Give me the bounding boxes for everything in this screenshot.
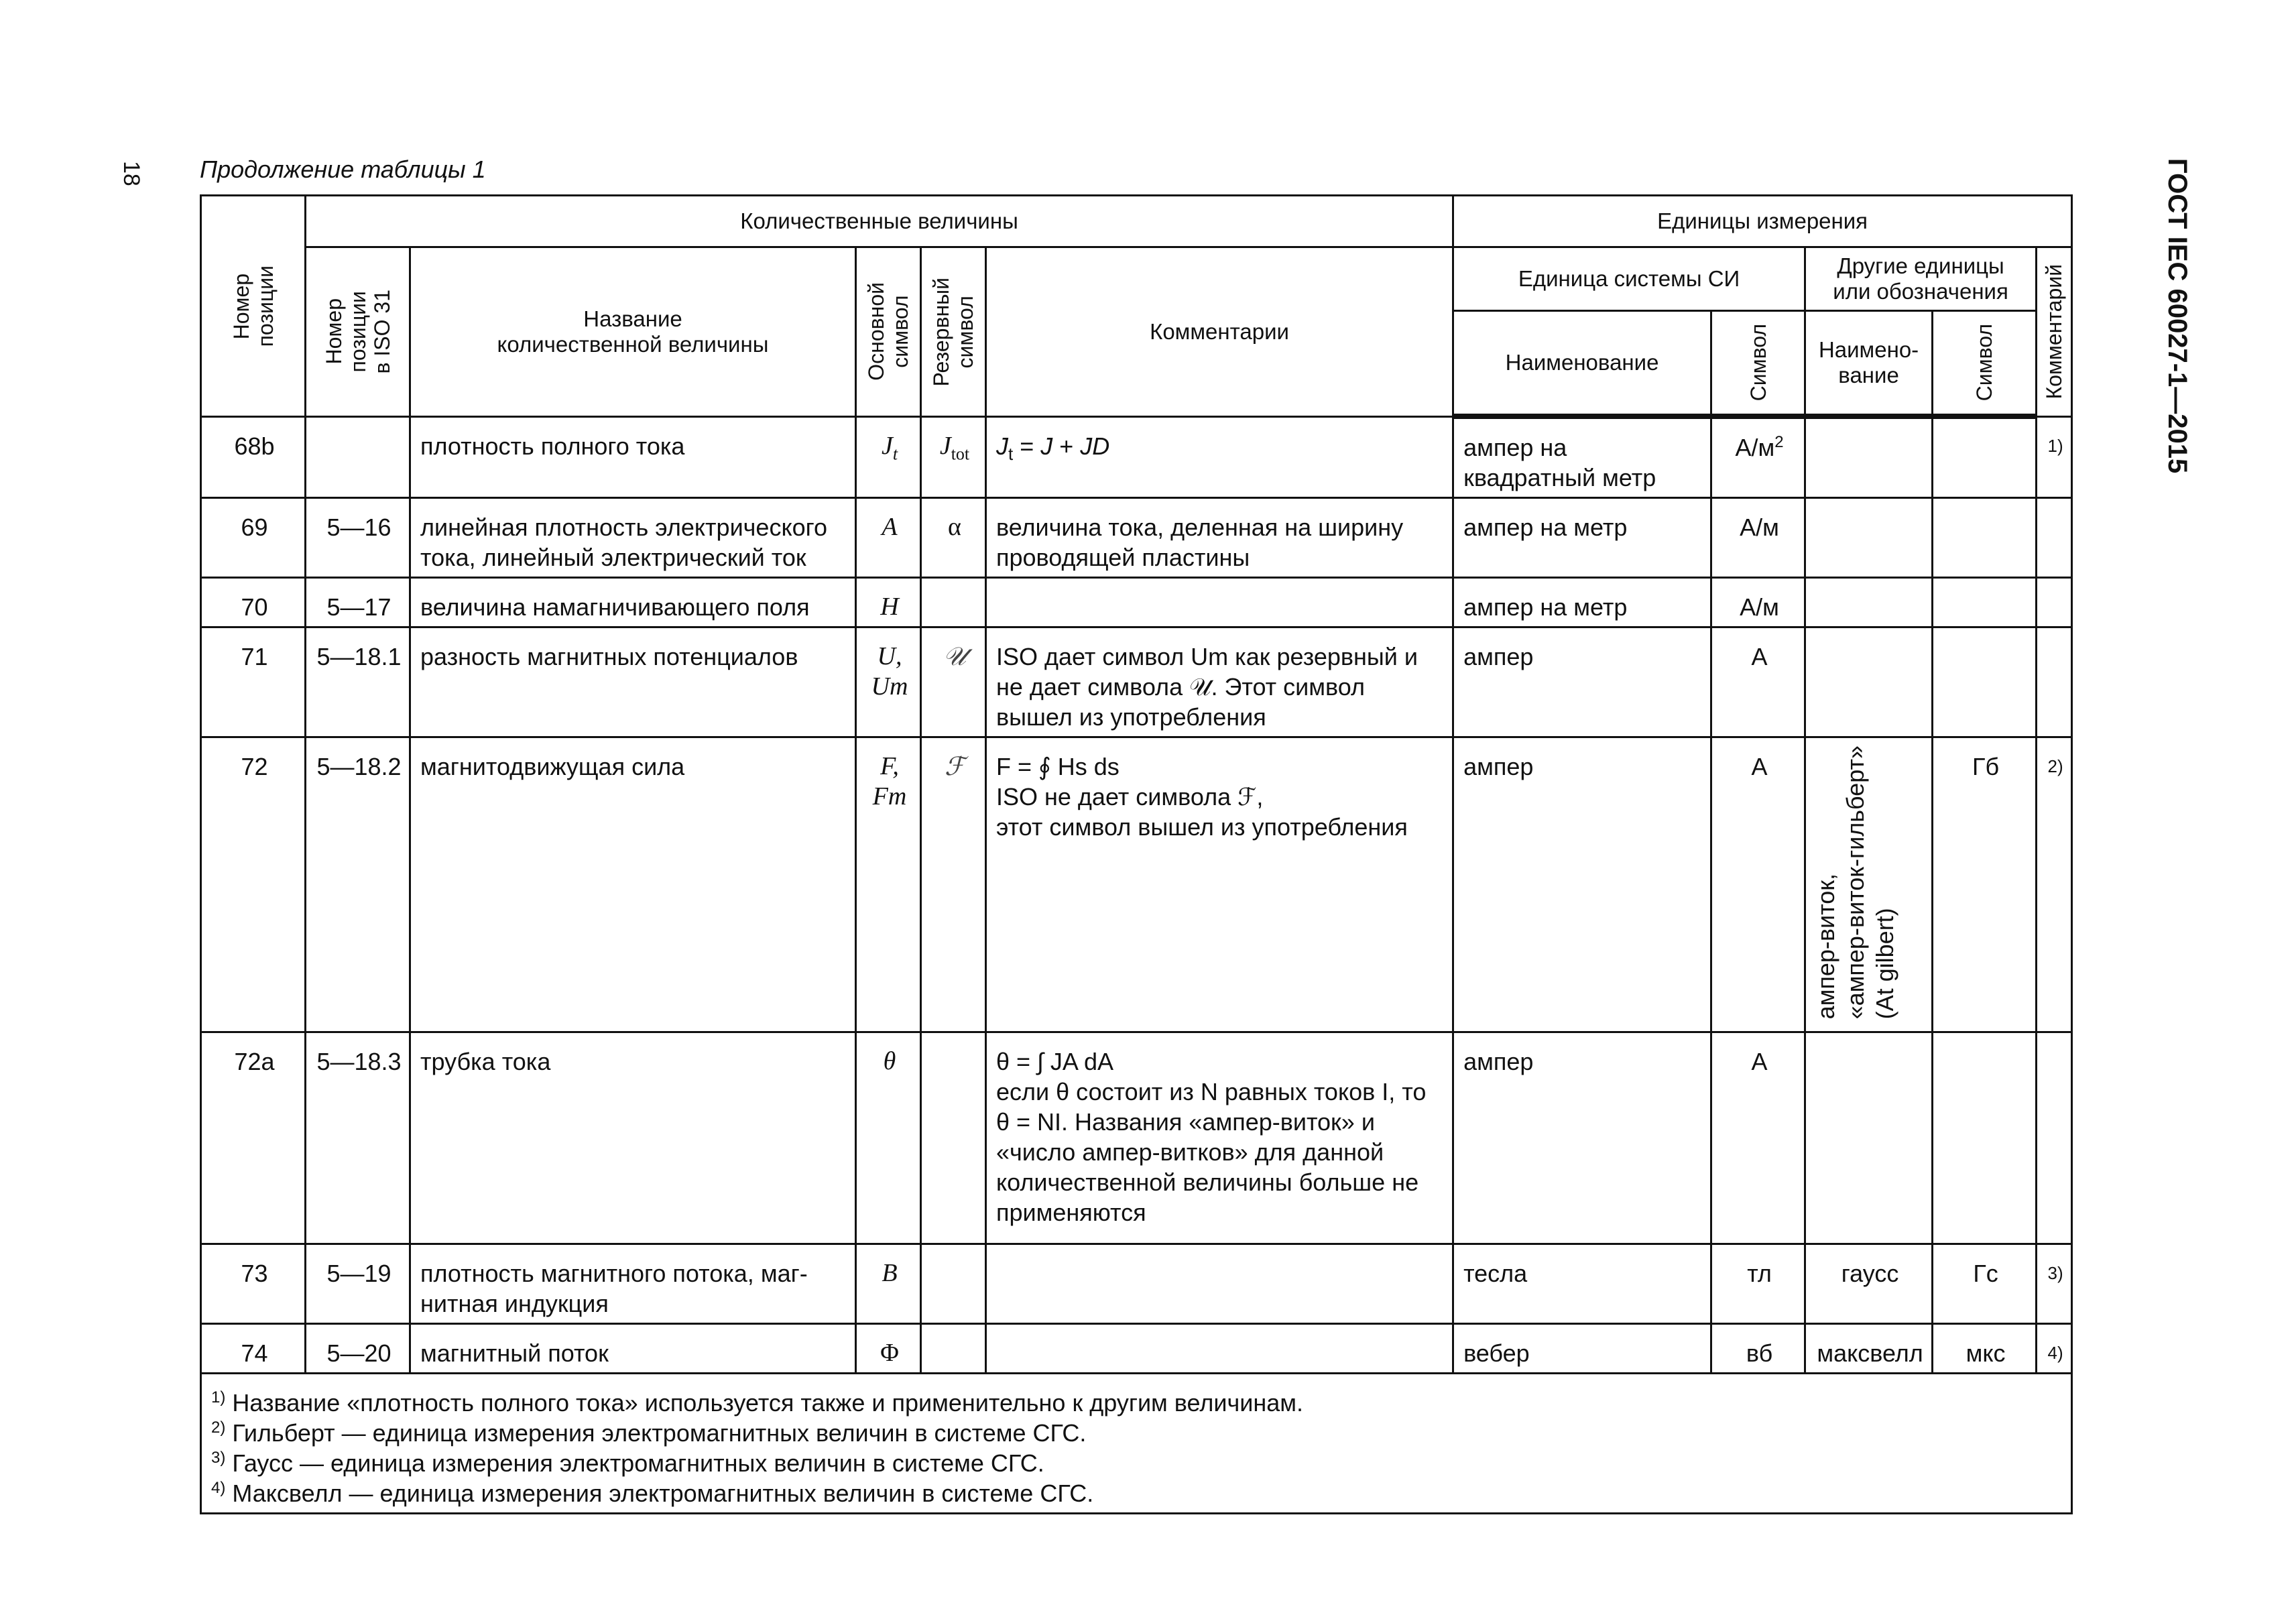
cell-other-name bbox=[1805, 1032, 1933, 1244]
cell-other-symbol bbox=[1933, 498, 2037, 578]
table-row bbox=[201, 737, 2072, 1032]
cell-si-symbol: А bbox=[1711, 737, 1805, 1032]
cell-position: 73 bbox=[201, 1244, 306, 1324]
cell-other-name bbox=[1805, 627, 1933, 737]
cell-reserve-symbol: $J_{tot}$ bbox=[921, 416, 986, 498]
footnote: $^{1)}$ Название «плотность полного тока» используется также и применительно к другим величинам. bbox=[211, 1388, 1303, 1417]
cell-main-symbol: A bbox=[856, 498, 921, 578]
cell-reserve-symbol: α bbox=[921, 498, 986, 578]
cell-si-name: ампер на метр bbox=[1453, 578, 1711, 627]
cell-other-name bbox=[1805, 416, 1933, 498]
cell-position: 72 bbox=[201, 737, 306, 1032]
cell-note: 4) bbox=[2037, 1324, 2072, 1374]
footnotes bbox=[201, 1374, 2072, 1514]
cell-reserve-symbol bbox=[921, 1324, 986, 1374]
cell-other-symbol: Гс bbox=[1933, 1244, 2037, 1324]
cell-iso: 5—19 bbox=[306, 1244, 410, 1324]
cell-comment: $J_t = J$ + JD bbox=[986, 416, 1453, 498]
cell-position: 71 bbox=[201, 627, 306, 737]
cell-main-symbol: H bbox=[856, 578, 921, 627]
cell-comment bbox=[986, 578, 1453, 627]
cell-other-name: максвелл bbox=[1805, 1324, 1933, 1374]
header-other-units: Другие единицы или обозначения bbox=[1805, 247, 2037, 311]
cell-position: 68b bbox=[201, 416, 306, 498]
header-group-quantities: Количественные величины bbox=[306, 196, 1453, 247]
cell-other-name bbox=[1805, 578, 1933, 627]
table-row bbox=[201, 627, 2072, 737]
cell-reserve-symbol: ℱ bbox=[921, 737, 986, 1032]
cell-comment bbox=[986, 1324, 1453, 1374]
cell-name: трубка тока bbox=[410, 1032, 856, 1244]
header-si-symbol: Символ bbox=[1711, 311, 1805, 417]
header-comments: Комментарии bbox=[986, 247, 1453, 417]
cell-iso: 5—18.2 bbox=[306, 737, 410, 1032]
table-row bbox=[201, 1244, 2072, 1324]
cell-main-symbol: Φ bbox=[856, 1324, 921, 1374]
standard-identifier: ГОСТ IEC 60027-1—2015 bbox=[2163, 158, 2192, 474]
header-other-symbol: Символ bbox=[1933, 311, 2037, 417]
cell-iso: 5—20 bbox=[306, 1324, 410, 1374]
footnote: $^{2)}$ Гильберт — единица измерения электромагнитных величин в системе СГС. bbox=[211, 1419, 1087, 1447]
cell-other-name: гаусс bbox=[1805, 1244, 1933, 1324]
cell-si-name: вебер bbox=[1453, 1324, 1711, 1374]
cell-position: 74 bbox=[201, 1324, 306, 1374]
cell-note bbox=[2037, 1032, 2072, 1244]
header-group-units: Единицы измерения bbox=[1453, 196, 2072, 247]
cell-iso: 5—17 bbox=[306, 578, 410, 627]
cell-note bbox=[2037, 498, 2072, 578]
cell-other-name bbox=[1805, 498, 1933, 578]
cell-si-symbol: А bbox=[1711, 1032, 1805, 1244]
footnote: $^{4)}$ Максвелл — единица измерения электромагнитных величин в системе СГС. bbox=[211, 1479, 1094, 1507]
cell-name: плотность полного тока bbox=[410, 416, 856, 498]
cell-si-name: ампер bbox=[1453, 627, 1711, 737]
footnote: $^{3)}$ Гаусс — единица измерения электромагнитных величин в системе СГС. bbox=[211, 1449, 1044, 1477]
cell-iso: 5—18.3 bbox=[306, 1032, 410, 1244]
table-row bbox=[201, 578, 2072, 627]
cell-other-symbol: мкс bbox=[1933, 1324, 2037, 1374]
cell-note: 2) bbox=[2037, 737, 2072, 1032]
cell-si-symbol: вб bbox=[1711, 1324, 1805, 1374]
cell-si-name: тесла bbox=[1453, 1244, 1711, 1324]
cell-main-symbol: U, Um bbox=[856, 627, 921, 737]
table-row bbox=[201, 498, 2072, 578]
table-row bbox=[201, 1032, 2072, 1244]
cell-main-symbol: B bbox=[856, 1244, 921, 1324]
table-row bbox=[201, 416, 2072, 498]
cell-name: разность магнитных потенциалов bbox=[410, 627, 856, 737]
cell-position: 72a bbox=[201, 1032, 306, 1244]
cell-si-symbol: А/м bbox=[1711, 578, 1805, 627]
cell-reserve-symbol: 𝒰 bbox=[921, 627, 986, 737]
footnotes-row bbox=[201, 1374, 2072, 1514]
cell-name: магнитный поток bbox=[410, 1324, 856, 1374]
cell-position: 70 bbox=[201, 578, 306, 627]
header-si-unit: Единица системы СИ bbox=[1453, 247, 1805, 311]
cell-si-name: ампер bbox=[1453, 737, 1711, 1032]
cell-comment: величина тока, деленная на ширину проводящей пластины bbox=[986, 498, 1453, 578]
cell-si-symbol: $А/м^2$ bbox=[1711, 416, 1805, 498]
cell-main-symbol: F, Fm bbox=[856, 737, 921, 1032]
cell-other-symbol bbox=[1933, 627, 2037, 737]
cell-iso bbox=[306, 416, 410, 498]
cell-si-name: ампер на метр bbox=[1453, 498, 1711, 578]
quantities-table bbox=[200, 194, 2073, 1514]
cell-comment bbox=[986, 1244, 1453, 1324]
cell-other-symbol bbox=[1933, 578, 2037, 627]
cell-position: 69 bbox=[201, 498, 306, 578]
cell-si-symbol: А bbox=[1711, 627, 1805, 737]
header-iso-position: Номер позиции в ISO 31 bbox=[306, 247, 410, 417]
cell-reserve-symbol bbox=[921, 1244, 986, 1324]
cell-note: 1) bbox=[2037, 416, 2072, 498]
cell-name: магнитодвижущая сила bbox=[410, 737, 856, 1032]
cell-reserve-symbol bbox=[921, 578, 986, 627]
header-position: Номер позиции bbox=[201, 196, 306, 417]
page-number: 18 bbox=[119, 161, 144, 186]
header-quantity-name: Название количественной величины bbox=[410, 247, 856, 417]
cell-comment: θ = ∫ JA dA если θ состоит из N равных токов I, то θ = NI. Названия «ампер-виток» и «число ампер-витков» для данной количественной величины больше не применяются bbox=[986, 1032, 1453, 1244]
header-si-name: Наименование bbox=[1453, 311, 1711, 417]
table-row bbox=[201, 1324, 2072, 1374]
cell-name: величина намагничивающего поля bbox=[410, 578, 856, 627]
header-comment-ref: Комментарий bbox=[2037, 247, 2072, 417]
header-main-symbol: Основной символ bbox=[856, 247, 921, 417]
cell-note: 3) bbox=[2037, 1244, 2072, 1324]
header-other-name: Наимено- вание bbox=[1805, 311, 1933, 417]
cell-other-symbol bbox=[1933, 1032, 2037, 1244]
cell-other-symbol bbox=[1933, 416, 2037, 498]
table-caption: Продолжение таблицы 1 bbox=[200, 156, 486, 183]
cell-name: линейная плотность электрического тока, линейный электрический ток bbox=[410, 498, 856, 578]
cell-main-symbol: θ bbox=[856, 1032, 921, 1244]
cell-comment: F = ∮ Hs ds ISO не дает символа ℱ, этот символ вышел из употребления bbox=[986, 737, 1453, 1032]
cell-name: плотность магнитного потока, маг- нитная индукция bbox=[410, 1244, 856, 1324]
cell-iso: 5—16 bbox=[306, 498, 410, 578]
cell-reserve-symbol bbox=[921, 1032, 986, 1244]
cell-si-symbol: А/м bbox=[1711, 498, 1805, 578]
cell-note bbox=[2037, 578, 2072, 627]
cell-si-name: ампер на квадратный метр bbox=[1453, 416, 1711, 498]
cell-si-name: ампер bbox=[1453, 1032, 1711, 1244]
cell-si-symbol: тл bbox=[1711, 1244, 1805, 1324]
cell-iso: 5—18.1 bbox=[306, 627, 410, 737]
cell-other-name: ампер-виток, «ампер-виток-гильберт» (At gilbert) bbox=[1805, 737, 1933, 1032]
cell-comment: ISO дает символ Um как резервный и не дает символа 𝒰. Этот символ вышел из употребления bbox=[986, 627, 1453, 737]
header-reserve-symbol: Резервный символ bbox=[921, 247, 986, 417]
cell-note bbox=[2037, 627, 2072, 737]
cell-main-symbol: $J_t$ bbox=[856, 416, 921, 498]
cell-other-symbol: Гб bbox=[1933, 737, 2037, 1032]
